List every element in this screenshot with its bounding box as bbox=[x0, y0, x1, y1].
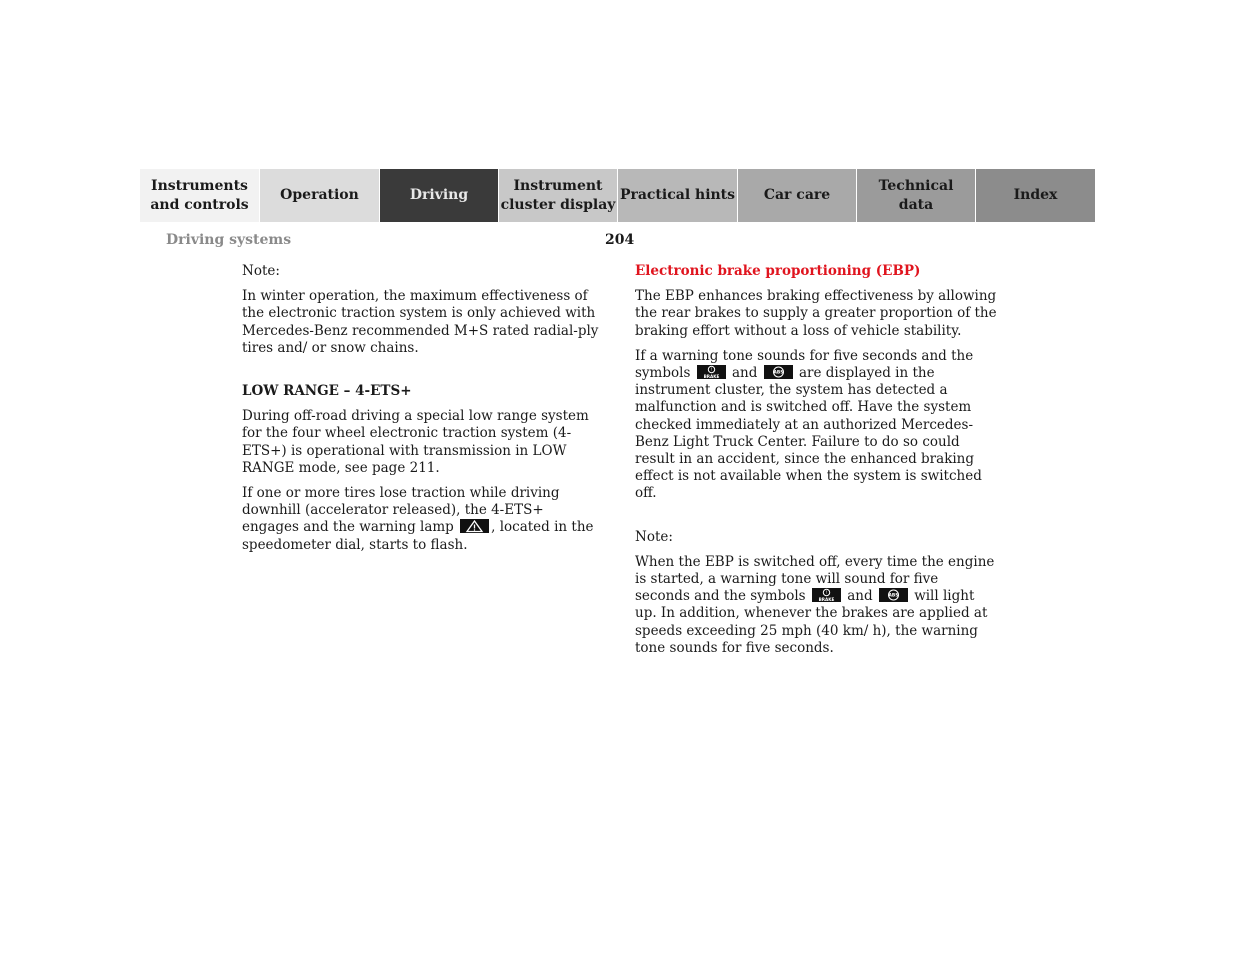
section-title: Driving systems bbox=[166, 232, 292, 248]
page-number: 204 bbox=[605, 232, 635, 248]
section-nav bbox=[140, 169, 1095, 222]
tab-label: Index bbox=[1013, 187, 1058, 203]
and-word: and bbox=[847, 588, 873, 605]
and-word: and bbox=[731, 365, 758, 382]
tab-label: Car care bbox=[763, 187, 831, 203]
abs-warning-icon bbox=[764, 365, 793, 379]
tab-label: Driving bbox=[409, 187, 469, 203]
brake-icon-label: BRAKE bbox=[818, 597, 835, 603]
tab-instrument-cluster-display[interactable] bbox=[499, 169, 618, 222]
tab-practical-hints[interactable] bbox=[618, 169, 738, 222]
tab-label: Instrument bbox=[513, 177, 603, 194]
ebp-heading: Electronic brake proportioning (EBP) bbox=[635, 263, 921, 279]
traction-paragraph bbox=[242, 485, 604, 554]
svg-text:!: ! bbox=[710, 367, 712, 373]
note-label: Note: bbox=[242, 263, 280, 279]
tab-index[interactable] bbox=[976, 169, 1095, 222]
tab-car-care[interactable] bbox=[738, 169, 857, 222]
brake-icon-label: BRAKE bbox=[703, 373, 720, 379]
malfunction-text-after: are displayed in the instrument cluster, the system has detected a malfunction and is switched off. Have the system checked immediately at an authorized Mercedes-Benz Light Truck Center. Failure to do so could result in an accident, since the enhanced braking effect is not available when the system is switched off. bbox=[635, 365, 982, 502]
low-range-heading: LOW RANGE – 4-ETS+ bbox=[242, 383, 412, 400]
left-column bbox=[242, 263, 604, 554]
ebp-off-paragraph bbox=[635, 554, 997, 657]
tab-label: Practical hints bbox=[619, 187, 736, 203]
tab-label: cluster display bbox=[500, 196, 616, 213]
tab-instruments-and-controls[interactable] bbox=[140, 169, 260, 222]
svg-text:!: ! bbox=[825, 590, 828, 596]
abs-warning-icon bbox=[879, 588, 908, 602]
tab-label: Instruments bbox=[151, 177, 248, 194]
tab-operation[interactable] bbox=[260, 169, 380, 222]
abs-icon-label: ABS bbox=[773, 370, 784, 376]
warning-triangle-icon bbox=[460, 519, 489, 533]
low-range-paragraph: During off-road driving a special low range system for the four wheel electronic traction system (4-ETS+) is operational with transmission in LOW RANGE mode, see page 211. bbox=[242, 408, 589, 476]
malfunction-text-before: If a warning tone sounds for five seconds and the symbols bbox=[635, 347, 974, 382]
ebp-off-text-after: will light up. In addition, whenever the brakes are applied at speeds exceeding 25 mph (40 km/ h), the warning tone sounds for five seconds. bbox=[635, 588, 988, 656]
brake-warning-icon bbox=[697, 365, 726, 379]
traction-text-after: , located in the speedometer dial, starts to flash. bbox=[242, 519, 594, 553]
tab-label: and controls bbox=[150, 196, 249, 213]
ebp-malfunction-paragraph bbox=[635, 348, 997, 503]
tab-driving[interactable] bbox=[380, 169, 499, 222]
traction-text-before: If one or more tires lose traction while driving downhill (accelerator released), the 4-ETS+ engages and the warning lamp bbox=[242, 485, 560, 536]
note-label-right: Note: bbox=[635, 528, 673, 545]
brake-warning-icon bbox=[812, 588, 841, 602]
tab-technical-data[interactable] bbox=[857, 169, 976, 222]
ebp-paragraph: The EBP enhances braking effectiveness by allowing the rear brakes to supply a greater proportion of the braking effort without a loss of vehicle stability. bbox=[635, 288, 997, 339]
tab-label: Technical bbox=[878, 177, 954, 194]
right-column bbox=[635, 263, 997, 657]
abs-icon-label: ABS bbox=[888, 593, 899, 599]
tab-label: data bbox=[898, 196, 934, 213]
note-text: In winter operation, the maximum effectiveness of the electronic traction system is only achieved with Mercedes-Benz recommended M+S rated radial-ply tires and/ or snow chains. bbox=[242, 288, 599, 356]
tab-label: Operation bbox=[280, 187, 359, 203]
ebp-off-text-before: When the EBP is switched off, every time the engine is started, a warning tone will sound for five seconds and the symbols bbox=[635, 553, 995, 605]
